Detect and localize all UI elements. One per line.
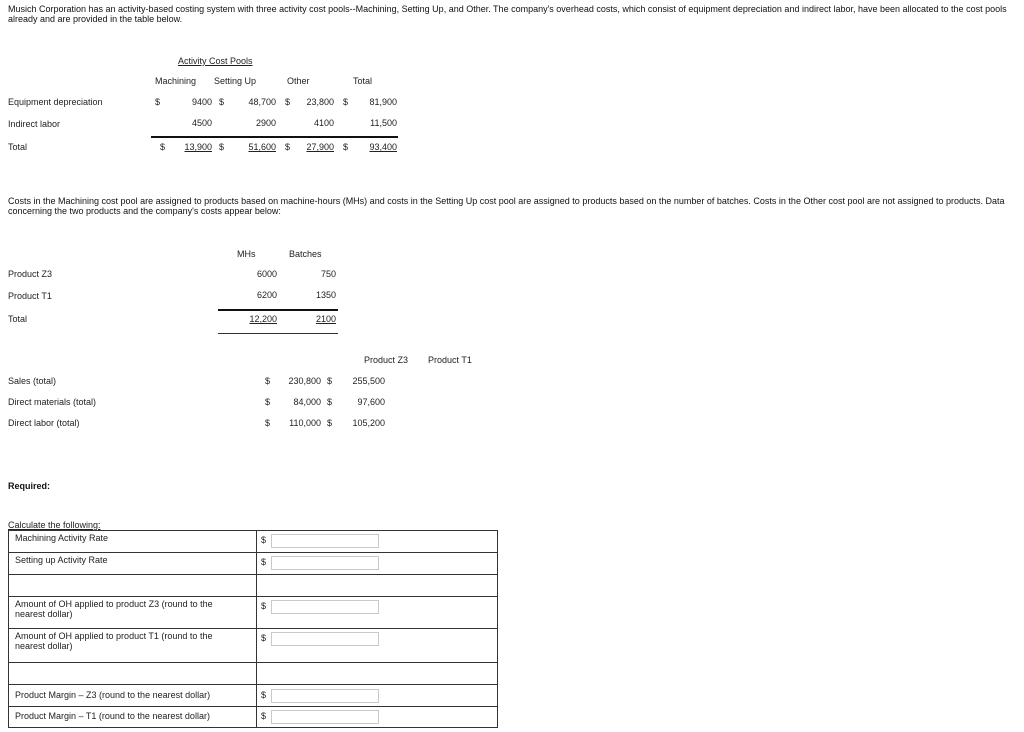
pools-cell: 27,900 [306, 142, 334, 152]
activity-cell: 1350 [315, 290, 336, 300]
column-divider [256, 629, 257, 662]
question-label: Setting up Activity Rate [15, 555, 108, 565]
pools-cell: 51,600 [248, 142, 276, 152]
currency-sign: $ [327, 376, 333, 386]
answer-row [9, 597, 497, 629]
column-divider [256, 707, 257, 727]
intro-text: Musich Corporation has an activity-based costing system with three activity cost pools--Machining, Setting Up, and Other. The company's overhead costs, which consist of equipment depreciation and indirect labor, have been allocated to the cost pools already and are provided in the table below. [8, 4, 1007, 24]
spacer-row [9, 663, 497, 685]
product-row-label: Sales (total) [8, 376, 57, 386]
question-label: Amount of OH applied to product T1 (round to the nearest dollar) [15, 631, 213, 651]
pools-cell: 11,500 [370, 118, 397, 128]
pools-cell: 13,900 [184, 142, 212, 152]
activity-cell: 6200 [256, 290, 277, 300]
product-cell: 230,800 [288, 376, 321, 386]
pools-cell: 4500 [191, 118, 212, 128]
spacer-row [9, 575, 497, 597]
pools-cell: 48,700 [248, 97, 276, 107]
pools-caption: Activity Cost Pools [178, 56, 253, 66]
product-header-t1: Product T1 [428, 355, 472, 365]
product-header-z3: Product Z3 [364, 355, 409, 365]
total-rule [151, 136, 398, 138]
product-cell: 255,500 [352, 376, 385, 386]
currency-sign: $ [327, 418, 333, 428]
total-rule [218, 309, 338, 311]
dollar-sign: $ [261, 601, 267, 611]
currency-sign: $ [343, 97, 349, 107]
pools-header-total: Total [353, 76, 373, 86]
question-label: Product Margin – T1 (round to the nearest dollar) [15, 711, 210, 721]
activity-cell: 6000 [256, 269, 277, 279]
machining-rate-input[interactable] [271, 534, 379, 548]
answer-row [9, 531, 497, 553]
currency-sign: $ [265, 397, 271, 407]
activity-row-label: Product Z3 [8, 269, 53, 279]
calc-heading: Calculate the following: [8, 520, 101, 530]
pools-header-machining: Machining [155, 76, 197, 86]
activity-cell: 2100 [315, 314, 336, 324]
oh-applied-z3-input[interactable] [271, 600, 379, 614]
product-row-label: Direct materials (total) [8, 397, 97, 407]
column-divider [256, 553, 257, 574]
currency-sign: $ [285, 97, 291, 107]
column-divider [256, 531, 257, 552]
pools-row-label: Indirect labor [8, 119, 61, 129]
currency-sign: $ [327, 397, 333, 407]
product-margin-t1-input[interactable] [271, 710, 379, 724]
column-divider [256, 597, 257, 628]
pools-header-setting-up: Setting Up [214, 76, 257, 86]
dollar-sign: $ [261, 557, 267, 567]
dollar-sign: $ [261, 535, 267, 545]
product-cell: 84,000 [293, 397, 321, 407]
currency-sign: $ [155, 97, 161, 107]
pools-cell: 23,800 [306, 97, 334, 107]
activity-header-batches: Batches [289, 249, 322, 259]
pools-cell: 4100 [313, 118, 334, 128]
dollar-sign: $ [261, 711, 267, 721]
answer-table [8, 530, 498, 728]
currency-sign: $ [265, 418, 271, 428]
activity-row-label: Total [8, 314, 28, 324]
dollar-sign: $ [261, 690, 267, 700]
pools-row-label: Total [8, 142, 28, 152]
pools-header-other: Other [287, 76, 310, 86]
currency-sign: $ [160, 142, 166, 152]
pools-row-label: Equipment depreciation [8, 97, 103, 107]
setting-up-rate-input[interactable] [271, 556, 379, 570]
activity-row-label: Product T1 [8, 291, 52, 301]
currency-sign: $ [343, 142, 349, 152]
activity-cell: 12,200 [249, 314, 277, 324]
answer-row [9, 685, 497, 707]
question-label: Amount of OH applied to product Z3 (round to the nearest dollar) [15, 599, 213, 619]
currency-sign: $ [265, 376, 271, 386]
double-rule [218, 333, 338, 334]
dollar-sign: $ [261, 633, 267, 643]
question-label: Machining Activity Rate [15, 533, 109, 543]
product-margin-z3-input[interactable] [271, 689, 379, 703]
answer-row [9, 553, 497, 575]
activity-cell: 750 [320, 269, 336, 279]
question-label: Product Margin – Z3 (round to the nearest dollar) [15, 690, 211, 700]
column-divider [256, 685, 257, 706]
product-cell: 97,600 [357, 397, 385, 407]
pools-cell: 2900 [255, 118, 276, 128]
pools-cell: 81,900 [369, 97, 397, 107]
activity-header-mhs: MHs [237, 249, 256, 259]
product-cell: 110,000 [289, 418, 321, 428]
answer-row [9, 707, 497, 727]
currency-sign: $ [219, 142, 225, 152]
column-divider [256, 575, 257, 596]
currency-sign: $ [219, 97, 225, 107]
pools-cell: 93,400 [369, 142, 397, 152]
pools-cell: 9400 [191, 97, 212, 107]
oh-applied-t1-input[interactable] [271, 632, 379, 646]
required-heading: Required: [8, 481, 51, 491]
product-cell: 105,200 [352, 418, 385, 428]
answer-row [9, 629, 497, 663]
column-divider [256, 663, 257, 684]
allocation-text: Costs in the Machining cost pool are assigned to products based on machine-hours (MHs) and costs in the Setting Up cost pool are assigned to products based on the number of batches. Costs in the Other cost pool are not assigned to products. Data concerning the two products and the company's costs appear below: [8, 196, 1005, 216]
product-row-label: Direct labor (total) [8, 418, 80, 428]
currency-sign: $ [285, 142, 291, 152]
